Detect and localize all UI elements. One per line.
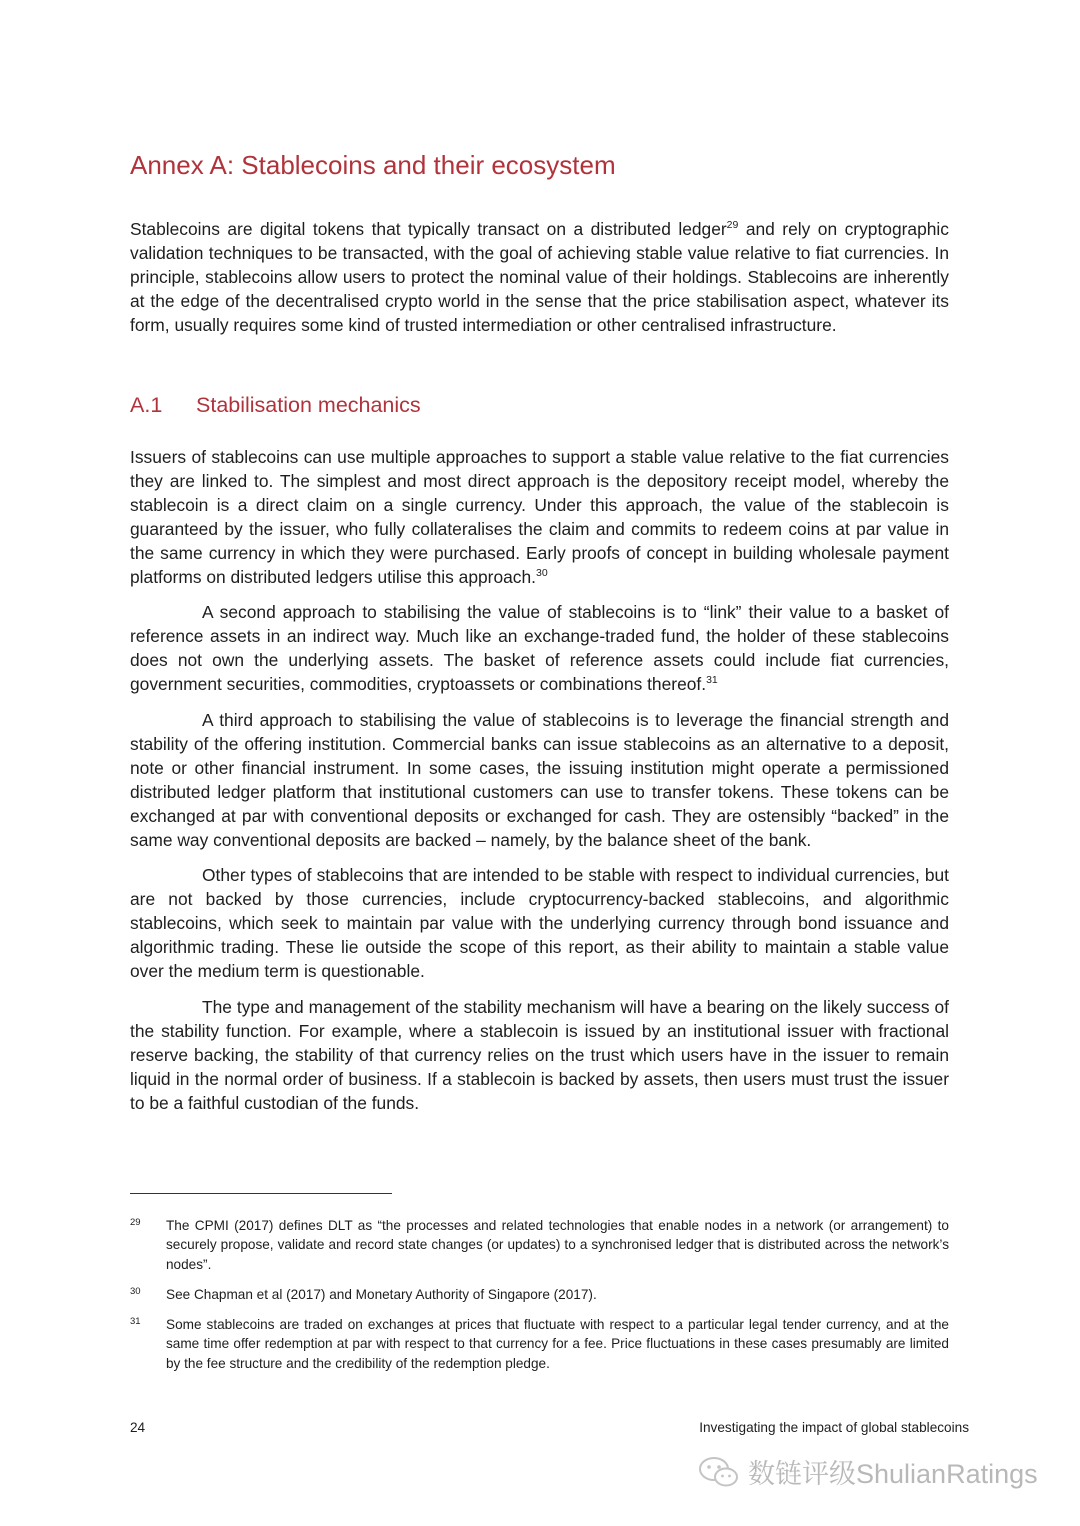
page-number: 24 (130, 1420, 146, 1435)
footnote-number: 31 (130, 1316, 141, 1327)
footnote-number: 29 (130, 1217, 141, 1228)
paragraph-2 (130, 600, 949, 696)
annex-title: Annex A: Stablecoins and their ecosystem (130, 150, 616, 180)
footnote-30 (130, 1285, 949, 1304)
footnote-divider (130, 1193, 392, 1194)
footnote-text: The CPMI (2017) defines DLT as “the processes and related technologies that enable nodes in a network (or arrangement) to securely propose, validate and record state changes (or updates) to a synchronised ledger that is distributed across the network’s nodes”. (166, 1218, 949, 1272)
watermark-text: 数链评级ShulianRatings (748, 1459, 1038, 1489)
paragraph-3: A third approach to stabilising the value of stablecoins is to leverage the financial strength and stability of the offering institution. Commercial banks can issue stablecoins as an alternative to a deposit, note or other financial instrument. In some cases, the issuing institution might operate a permissioned distributed ledger platform that institutional customers can use to transfer tokens. These tokens can be exchanged at par with conventional deposits or exchanged for cash. They are ostensibly “backed” in the same way conventional deposits are backed – namely, by the balance sheet of the bank. (130, 710, 949, 851)
paragraph-2-text: A second approach to stabilising the value of stablecoins is to “link” their value to a basket of reference assets in an indirect way. Much like an exchange-traded fund, the holder of these stablecoins does not own the underlying assets. The basket of reference assets could include fiat currencies, government securities, commodities, cryptoassets or combinations thereof. (130, 602, 949, 695)
footnote-31 (130, 1315, 949, 1373)
footnote-ref-30[interactable]: 30 (536, 567, 548, 580)
footnote-text: See Chapman et al (2017) and Monetary Authority of Singapore (2017). (166, 1287, 597, 1302)
intro-text-part1: Stablecoins are digital tokens that typically transact on a distributed ledger (130, 219, 727, 239)
section-title: Stabilisation mechanics (196, 393, 421, 417)
paragraph-4: Other types of stablecoins that are intended to be stable with respect to individual currencies, but are not backed by those currencies, include cryptocurrency-backed stablecoins, and algorithmic stablecoins, which seek to maintain par value with the underlying currency through bond issuance and algorithmic trading. These lie outside the scope of this report, as their ability to maintain a stable value over the medium term is questionable. (130, 865, 949, 982)
section-number: A.1 (130, 393, 163, 417)
paragraph-1 (130, 445, 949, 590)
footnote-ref-29[interactable]: 29 (726, 219, 739, 231)
intro-paragraph (130, 217, 949, 337)
running-title: Investigating the impact of global stablecoins (699, 1420, 969, 1435)
footnote-number: 30 (130, 1286, 141, 1297)
footnote-ref-31[interactable]: 31 (706, 674, 718, 687)
wechat-icon (698, 1455, 740, 1489)
section-heading (130, 393, 421, 418)
paragraph-5: The type and management of the stability mechanism will have a bearing on the likely success of the stability function. For example, where a stablecoin is issued by an institutional issuer with fractional reserve backing, the stability of that currency relies on the trust which users have in the issuer to remain liquid in the normal order of business. If a stablecoin is backed by assets, then users must trust the issuer to be a faithful custodian of the funds. (130, 997, 949, 1114)
watermark (698, 1452, 1038, 1491)
paragraph-1-text: Issuers of stablecoins can use multiple approaches to support a stable value relative to the fiat currencies they are linked to. The simplest and most direct approach is the depository receipt model, whereby the stablecoin is a direct claim on a single currency. Under this approach, the value of the stablecoin is guaranteed by the issuer, who fully collateralises the claim and commits to redeem coins at par value in the same currency in which they were purchased. Early proofs of concept in building wholesale payment platforms on distributed ledgers utilise this approach. (130, 447, 949, 588)
intro-text-part2: and rely on cryptographic validation techniques to be transacted, with the goal of achieving stable value relative to fiat currencies. In principle, stablecoins allow users to protect the nominal value of their holdings. Stablecoins are inherently at the edge of the decentralised crypto world in the sense that the price stabilisation aspect, whatever its form, usually requires some kind of trusted intermediation or other centralised infrastructure. (130, 219, 949, 336)
footnote-29 (130, 1216, 949, 1274)
footnote-text: Some stablecoins are traded on exchanges at prices that fluctuate with respect to a particular legal tender currency, and at the same time offer redemption at par with respect to that currency for a fee. Price fluctuations in these cases presumably are limited by the fee structure and the credibility of the redemption pledge. (166, 1317, 949, 1371)
